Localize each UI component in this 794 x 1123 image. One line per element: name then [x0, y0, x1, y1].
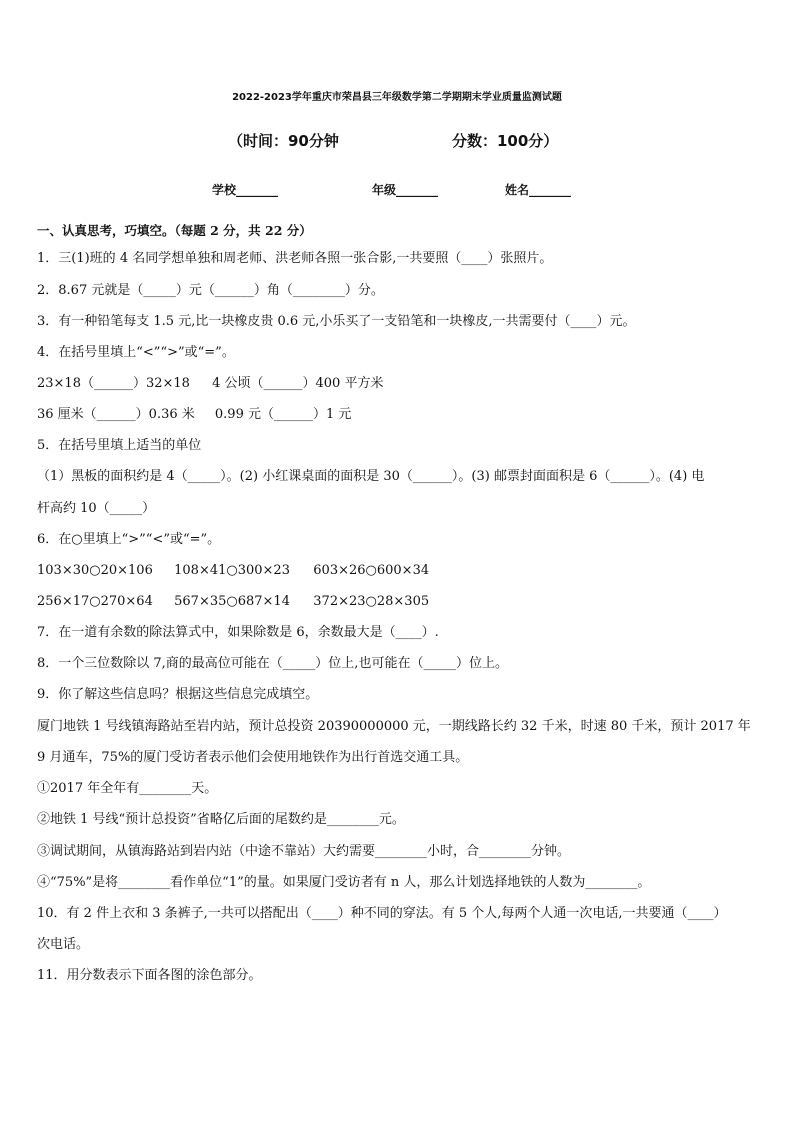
section-heading: 一、认真思考，巧填空。（每题 2 分，共 22 分） — [37, 223, 312, 238]
question-7: 7．在一道有余数的除法算式中，如果除数是 6，余数最大是（____）. — [37, 625, 439, 640]
name-field: 姓名_______ — [505, 183, 572, 197]
question-10-line-2: 次电话。 — [37, 937, 90, 952]
question-6-row-2 — [37, 593, 757, 611]
q6-item: 256×17○270×64 — [37, 594, 153, 609]
question-4-row-2 — [37, 406, 757, 424]
question-11: 11．用分数表示下面各图的涂色部分。 — [37, 968, 262, 983]
q4-item: 23×18（______）32×18 — [37, 376, 190, 391]
q4-item: 36 厘米（______）0.36 米 — [37, 407, 195, 422]
exam-title: 2022-2023学年重庆市荣昌县三年级数学第二学期期末学业质量监测试题 — [232, 92, 562, 103]
question-5-body-1: （1）黑板的面积约是 4（_____）。(2) 小红课桌面的面积是 30（______）。(3) 邮票封面面积是 6（______）。(4) 电 — [37, 469, 705, 484]
question-9-part-a: ①2017 年全年有________天。 — [37, 781, 218, 796]
q6-item: 603×26○600×34 — [313, 563, 430, 578]
question-8: 8．一个三位数除以 7,商的最高位可能在（_____）位上,也可能在（_____）位上。 — [37, 656, 508, 671]
q6-item: 372×23○28×305 — [313, 594, 430, 609]
question-1: 1．三(1)班的 4 名同学想单独和周老师、洪老师各照一张合影,一共要照（____）张照片。 — [37, 251, 553, 266]
question-6: 6．在○里填上“>”“<”或“=”。 — [37, 532, 221, 547]
exam-time: （时间：90分钟 — [228, 132, 339, 150]
question-3: 3．有一种铅笔每支 1.5 元,比一块橡皮贵 0.6 元,小乐买了一支铅笔和一块橡皮,一共需要付（____）元。 — [37, 314, 636, 329]
q6-item: 103×30○20×106 — [37, 563, 153, 578]
question-9-part-c: ③调试期间，从镇海路站到岩内站（中途不靠站）大约需要________小时，合________分钟。 — [37, 844, 571, 859]
question-9-part-d: ④“75%”是将________看作单位“1”的量。如果厦门受访者有 n 人，那么计划选择地铁的人数为________。 — [37, 875, 651, 890]
question-10-line-1: 10．有 2 件上衣和 3 条裤子,一共可以搭配出（____）种不同的穿法。有 5 个人,每两个人通一次电话,一共要通（____） — [37, 906, 727, 921]
question-5: 5．在括号里填上适当的单位 — [37, 438, 202, 453]
q4-item: 0.99 元（______）1 元 — [214, 407, 352, 422]
question-2: 2．8.67 元就是（_____）元（______）角（________）分。 — [37, 283, 384, 298]
question-9: 9．你了解这些信息吗？根据这些信息完成填空。 — [37, 687, 319, 702]
q6-item: 567×35○687×14 — [174, 594, 290, 609]
question-6-row-1 — [37, 562, 757, 580]
q6-item: 108×41○300×23 — [174, 563, 290, 578]
q4-item: 4 公顷（______）400 平方米 — [212, 376, 384, 391]
question-9-body-1: 厦门地铁 1 号线镇海路站至岩内站，预计总投资 20390000000 元，一期线路长约 32 千米，时速 80 千米，预计 2017 年 — [37, 719, 751, 734]
question-9-body-2: 9 月通车，75%的厦门受访者表示他们会使用地铁作为出行首选交通工具。 — [37, 750, 469, 765]
question-5-body-2: 杆高约 10（_____） — [37, 501, 156, 516]
question-9-part-b: ②地铁 1 号线“预计总投资”省略亿后面的尾数约是________元。 — [37, 812, 405, 827]
exam-score: 分数：100分） — [452, 132, 559, 150]
grade-field: 年级_______ — [372, 183, 439, 197]
question-4: 4．在括号里填上“<”“>”或“=”。 — [37, 345, 235, 360]
school-field: 学校_______ — [212, 183, 279, 197]
question-4-row-1 — [37, 375, 757, 393]
